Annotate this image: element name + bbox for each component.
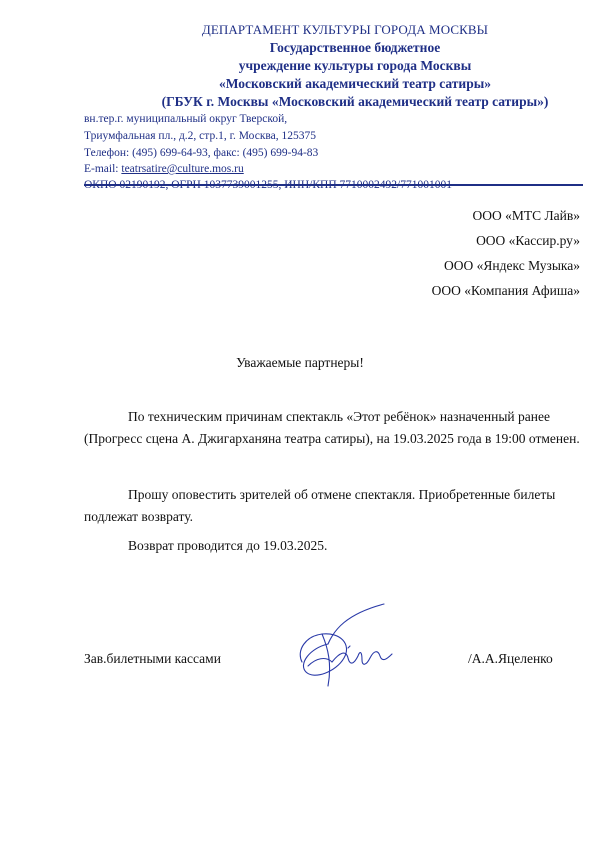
recipient-item: ООО «Яндекс Музыка» xyxy=(444,258,580,273)
org-name-line-2: учреждение культуры города Москвы xyxy=(238,58,472,73)
email-link[interactable]: teatrsatire@culture.mos.ru xyxy=(121,163,244,175)
recipients-block xyxy=(432,203,580,303)
body-paragraph-3: Возврат проводится до 19.03.2025. xyxy=(128,538,328,553)
email-label: E-mail: xyxy=(84,163,122,175)
letterhead-divider xyxy=(84,184,583,186)
recipient-item: ООО «МТС Лайв» xyxy=(472,208,580,223)
phone-fax: Телефон: (495) 699-64-93, факс: (495) 699-94-83 xyxy=(84,147,319,159)
email-line xyxy=(84,163,244,175)
recipient-item: ООО «Компания Афиша» xyxy=(431,283,580,298)
signatory-position: Зав.билетными кассами xyxy=(84,651,221,666)
signatory-name: /А.А.Яцеленко xyxy=(468,651,553,666)
address-line-2: Триумфальная пл., д.2, стр.1, г. Москва, 125375 xyxy=(84,130,317,142)
greeting: Уважаемые партнеры! xyxy=(236,355,364,370)
org-name-line-1: Государственное бюджетное xyxy=(269,40,441,55)
org-name-line-3: «Московский академический театр сатиры» xyxy=(218,76,492,91)
org-name-line-4: (ГБУК г. Москвы «Московский академический театр сатиры») xyxy=(161,94,549,109)
department-name: ДЕПАРТАМЕНТ КУЛЬТУРЫ ГОРОДА МОСКВЫ xyxy=(201,22,489,37)
body-paragraph-1: По техническим причинам спектакль «Этот ребёнок» назначенный ранее (Прогресс сцена А. Джигарханяна театра сатиры), на 19.03.2025 года в 19:00 отменен. xyxy=(84,409,580,446)
body-paragraph-2: Прошу оповестить зрителей об отмене спектакля. Приобретенные билеты подлежат возврату. xyxy=(84,487,556,524)
address-line-1: вн.тер.г. муниципальный округ Тверской, xyxy=(84,113,288,125)
handwritten-signature xyxy=(288,600,408,692)
recipient-item: ООО «Кассир.ру» xyxy=(476,233,580,248)
